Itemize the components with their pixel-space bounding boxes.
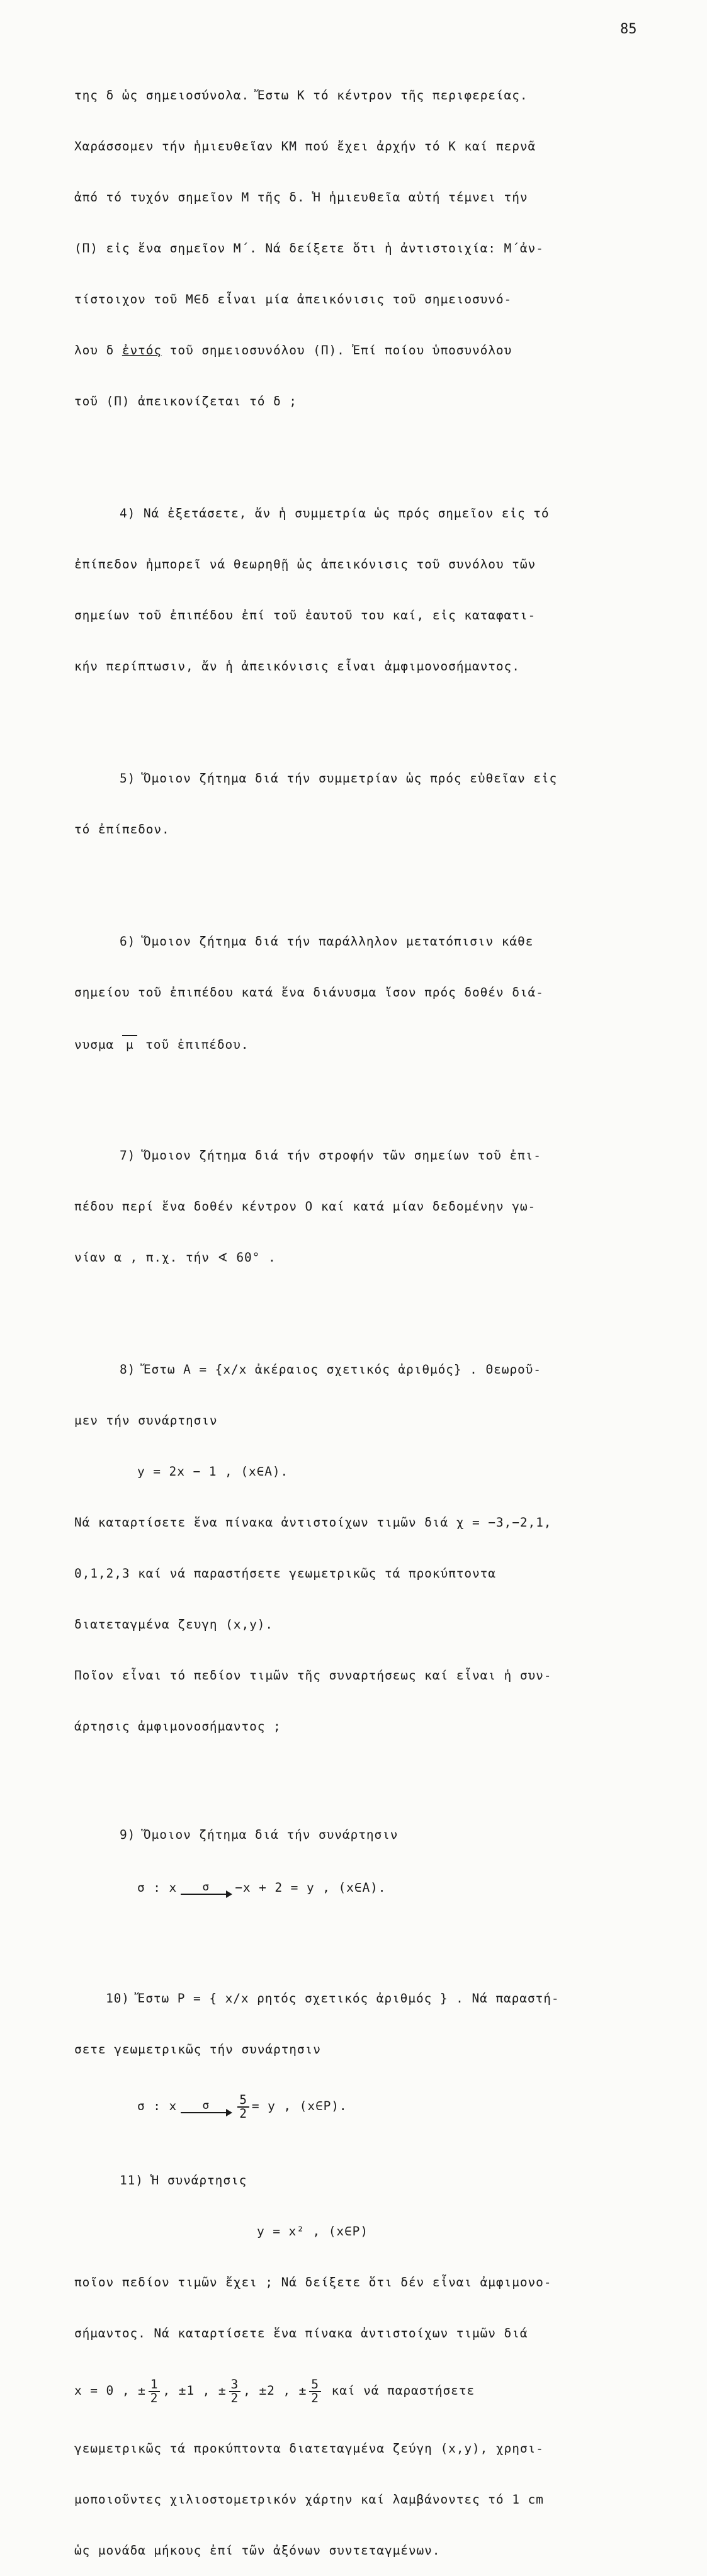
fraction-denominator: 2 [150, 2390, 159, 2405]
formula-line: y = 2x − 1 , (x∈A). [137, 1464, 289, 1479]
text-line: Χαράσσομεν τήν ἡμιευθεῖαν KM πού ἔχει ἀρχήν τό K καί περνᾶ [74, 139, 536, 154]
fraction [237, 2094, 249, 2120]
exercise-6-line: 6) Ὅμοιον ζήτημα διά τήν παράλληλον μετατόπισιν κάθε [120, 934, 534, 949]
mapping-arrow [181, 2098, 231, 2113]
text-line: ποῖον πεδίον τιμῶν ἔχει ; Νά δείξετε ὅτι δέν εἶναι ἀμφιμονο- [74, 2275, 552, 2290]
text-line: σημείου τοῦ ἐπιπέδου κατά ἕνα διάνυσμα ἴσον πρός δοθέν διά- [74, 985, 544, 1000]
text-segment: x = 0 , ± [74, 2383, 146, 2398]
text-line: γεωμετρικῶς τά προκύπτοντα διατεταγμένα ζεύγη (x,y), χρησι- [74, 2441, 544, 2456]
exercise-7-line: 7) Ὅμοιον ζήτημα διά τήν στροφήν τῶν σημείων τοῦ ἐπι- [120, 1148, 541, 1163]
text-line: μοποιοῦντες χιλιοστομετρικόν χάρτην καί λαμβάνοντες τό 1 cm [74, 2492, 544, 2507]
exercise-9-line: 9) Ὅμοιον ζήτημα διά τήν συνάρτησιν [120, 1827, 399, 1842]
fraction-numerator: 5 [309, 2378, 321, 2392]
formula-line [74, 1877, 660, 1899]
text-segment: τοῦ σημειοσυνόλου (Π). Ἐπί ποίου ὑποσυνόλου [162, 343, 512, 358]
text-line: τίστοιχον τοῦ M∈δ εἶναι μία ἀπεικόνισις τοῦ σημειοσυνό- [74, 292, 512, 307]
fraction [229, 2378, 241, 2405]
formula-line [74, 2092, 660, 2121]
formula-line: y = x² , (x∈P) [257, 2224, 368, 2239]
arrow-label: σ [202, 2098, 210, 2112]
text-line: ὡς μονάδα μήκους ἐπί τῶν ἀξόνων συντεταγμένων. [74, 2543, 441, 2558]
text-line: Νά καταρτίσετε ἕνα πίνακα ἀντιστοίχων τιμῶν διά χ = −3,−2,1, [74, 1515, 552, 1530]
text-segment: , ±2 , ± [243, 2383, 307, 2398]
fraction [309, 2378, 321, 2405]
text-line: κήν περίπτωσιν, ἄν ἡ ἀπεικόνισις εἶναι ἀμφιμονοσήμαντος. [74, 659, 520, 674]
text-line: Ποῖον εἶναι τό πεδίον τιμῶν τῆς συναρτήσεως καί εἶναι ἡ συν- [74, 1668, 552, 1683]
text-line [74, 342, 660, 359]
arrow-label: σ [202, 1880, 210, 1894]
text-line: της δ ὡς σημειοσύνολα. Ἔστω K τό κέντρον τῆς περιφερείας. [74, 88, 528, 103]
function-right: −x + 2 = y , (x∈A). [235, 1880, 387, 1895]
text-segment: , ±1 , ± [162, 2383, 227, 2398]
text-line: σήμαντος. Νά καταρτίσετε ἕνα πίνακα ἀντιστοίχων τιμῶν διά [74, 2326, 528, 2341]
text-line: μεν τήν συνάρτησιν [74, 1413, 218, 1428]
text-segment: λου δ [74, 343, 122, 358]
page-body [74, 53, 660, 2576]
function-right: = y , (x∈P). [251, 2099, 348, 2113]
fraction-denominator: 2 [230, 2390, 239, 2405]
function-left: σ : x [137, 1880, 178, 1895]
exercise-8-line: 8) Ἔστω A = {x/x ἀκέραιος σχετικός ἀριθμός} . Θεωροῦ- [120, 1362, 541, 1377]
page-number: 85 [620, 21, 637, 37]
text-line: νίαν α , π.χ. τήν ∢ 60° . [74, 1250, 276, 1265]
text-line: 0,1,2,3 καί νά παραστήσετε γεωμετρικῶς τά προκύπτοντα [74, 1566, 496, 1581]
fraction-numerator: 5 [237, 2094, 249, 2108]
text-line: (Π) εἰς ἕνα σημεῖον M΄. Νά δείξετε ὅτι ἡ ἀντιστοιχία: M΄ἀν- [74, 241, 544, 256]
underlined-word: ἐντός [122, 343, 162, 358]
exercise-5-line: 5) Ὅμοιον ζήτημα διά τήν συμμετρίαν ὡς πρός εὐθεῖαν εἰς [120, 771, 558, 786]
text-line: ἀπό τό τυχόν σημεῖον M τῆς δ. Ἡ ἡμιευθεῖα αὐτή τέμνει τήν [74, 190, 528, 205]
fraction-denominator: 2 [239, 2106, 247, 2121]
text-segment: καί νά παραστήσετε [323, 2383, 475, 2398]
fraction-numerator: 3 [229, 2378, 241, 2392]
text-line: διατεταγμένα ζευγη (x,y). [74, 1617, 273, 1632]
fraction [149, 2378, 161, 2405]
text-line: τό ἐπίπεδον. [74, 822, 170, 837]
mapping-arrow [181, 1882, 231, 1895]
fraction-numerator: 1 [149, 2378, 161, 2392]
text-segment: νυσμα [74, 1037, 122, 1052]
text-line: άρτησις ἀμφιμονοσήμαντος ; [74, 1719, 281, 1734]
text-segment: τοῦ ἐπιπέδου. [137, 1037, 249, 1052]
function-left: σ : x [137, 2099, 178, 2113]
vector-mu: μ [122, 1035, 138, 1053]
fraction-denominator: 2 [311, 2390, 319, 2405]
values-line [74, 2376, 660, 2406]
exercise-11-line: 11) Ἡ συνάρτησις [120, 2173, 247, 2188]
text-line: σετε γεωμετρικῶς τήν συνάρτησιν [74, 2042, 321, 2057]
exercise-10-line: 10) Ἔστω P = { x/x ρητός σχετικός ἀριθμός } . Νά παραστή- [106, 1991, 560, 2006]
text-line: πέδου περί ἕνα δοθέν κέντρον O καί κατά μίαν δεδομένην γω- [74, 1199, 536, 1214]
text-line: σημείων τοῦ ἐπιπέδου ἐπί τοῦ ἑαυτοῦ του καί, εἰς καταφατι- [74, 608, 536, 623]
text-line: ἐπίπεδον ἠμπορεῖ νά θεωρηθῇ ὡς ἀπεικόνισις τοῦ συνόλου τῶν [74, 557, 536, 572]
text-line [74, 1035, 660, 1052]
exercise-4-line: 4) Νά ἐξετάσετε, ἄν ἡ συμμετρία ὡς πρός σημεῖον εἰς τό [120, 506, 550, 521]
text-line: τοῦ (Π) ἀπεικονίζεται τό δ ; [74, 394, 297, 409]
